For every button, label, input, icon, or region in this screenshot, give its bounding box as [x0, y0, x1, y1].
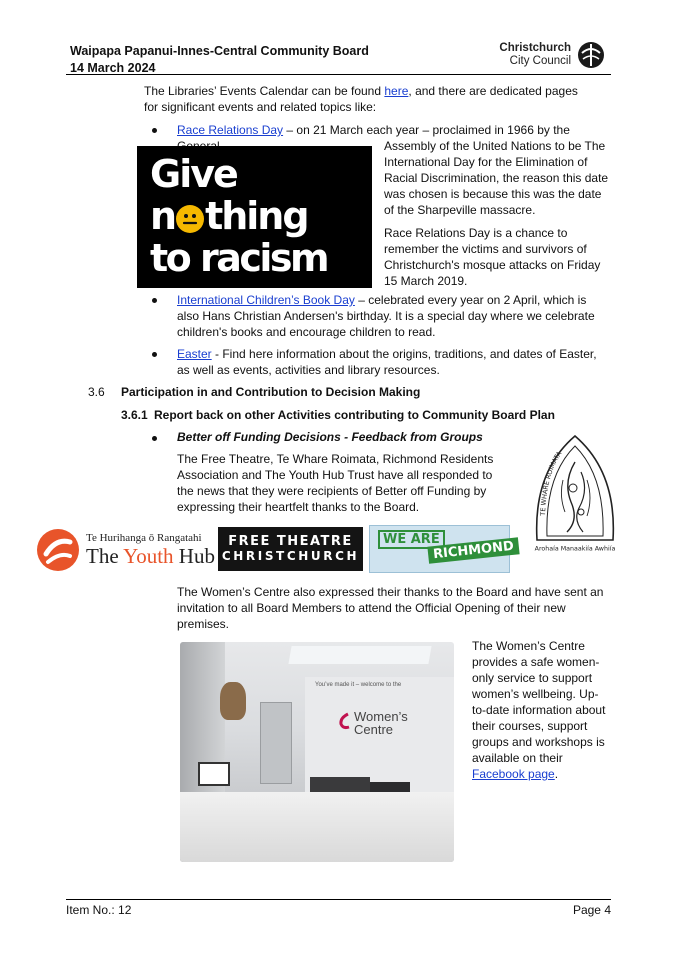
subsection-number: 3.6.1	[121, 408, 148, 422]
intro-text-start: The Libraries’ Events Calendar can be found	[144, 84, 385, 98]
section-number: 3.6	[88, 385, 105, 399]
facebook-page-link[interactable]: Facebook page	[472, 767, 555, 781]
te-whare-roimata-logo	[523, 432, 628, 558]
nothing-word: n thing	[150, 194, 308, 238]
reception-desk	[180, 792, 454, 862]
smiley-face-icon	[176, 205, 204, 233]
to-racism-words: to racism	[150, 236, 328, 280]
picture-frame	[198, 762, 230, 786]
footer-page-number: Page 4	[572, 903, 611, 917]
we-are-text: WE ARE	[378, 530, 445, 549]
bullet-marker	[152, 352, 157, 357]
logo-line-2: City Council	[509, 55, 571, 67]
race-side-paragraph-2: Race Relations Day is a chance to remember the victims and survivors of Christchurch's mosque attacks on Friday 15 March 2019.	[384, 226, 601, 288]
intro-paragraph	[144, 83, 594, 115]
footer-divider	[66, 899, 611, 900]
race-relations-text: – on 21 March each year – proclaimed in 1966 by the	[286, 123, 570, 137]
youth-hub-maori-name: Te Hurihanga ō Rangatahi	[86, 532, 202, 544]
easter-paragraph	[177, 346, 609, 378]
board-name: Waipapa Papanui-Innes-Central Community Board	[70, 44, 369, 58]
meeting-date: 14 March 2024	[70, 61, 156, 75]
give-word: Give	[150, 152, 237, 196]
wall-welcome-text: You’ve made it – welcome to the	[315, 682, 402, 688]
sentence-end: .	[554, 767, 559, 781]
footer-item-number: Item No.: 12	[66, 903, 132, 917]
document-header-title	[70, 43, 369, 77]
section-3-6-1-heading	[121, 408, 555, 422]
council-emblem-icon	[577, 41, 605, 69]
womens-centre-intro: The Women’s Centre also expressed their thanks to the Board and have sent an invitation to all Board Members to attend the Official Opening of their new premises.	[177, 585, 604, 631]
section-3-6-heading	[88, 385, 421, 399]
race-side-paragraph-1: Assembly of the United Nations to be The International Day for the Elimination of Racial Discrimination, the reason this date was chosen is because this was the date of the Sharpeville massacre.	[384, 139, 609, 217]
svg-text:Arohaía Manaakiía Awhiía: Arohaía Manaakiía Awhiía	[534, 545, 616, 553]
richmond-text: RICHMOND	[427, 537, 519, 563]
womens-centre-reception-photo	[180, 642, 454, 862]
race-first-line	[177, 122, 613, 138]
svg-text:TE WHARE ROIMATA: TE WHARE ROIMATA	[539, 449, 564, 516]
youth-hub-name: The Youth Hub	[86, 544, 215, 568]
childrens-book-day-link[interactable]: International Children’s Book Day	[177, 293, 355, 307]
race-relations-day-link[interactable]: Race Relations Day	[177, 123, 284, 137]
free-theatre-logo	[218, 527, 363, 571]
bullet-marker	[152, 298, 157, 303]
womens-centre-description	[472, 638, 612, 782]
we-are-richmond-logo	[369, 525, 515, 573]
section-title: Participation in and Contribution to Decision Making	[121, 385, 421, 399]
bullet-marker	[152, 436, 157, 441]
race-side-text	[384, 138, 614, 289]
womens-centre-mark-icon	[338, 712, 352, 730]
funding-heading: Better off Funding Decisions - Feedback from Groups	[177, 430, 483, 444]
easter-text: - Find here information about the origins, traditions, and dates of Easter, as well as events, activities and library resources.	[177, 347, 597, 377]
book-day-paragraph	[177, 292, 609, 340]
free-theatre-line-1: FREE THEATRE	[228, 534, 353, 549]
events-calendar-link[interactable]: here	[384, 84, 409, 98]
intro-text-end: , and there are dedicated pages for significant events and related topics like:	[144, 84, 578, 114]
bullet-marker	[152, 128, 157, 133]
womens-centre-text: The Women’s Centre provides a safe women-only service to support women’s wellbeing. Up-to-date information about their courses, support groups and workshops is available on their	[472, 639, 606, 765]
funding-paragraph: The Free Theatre, Te Whare Roimata, Richmond Residents Association and The Youth Hub Trust have all responded to the news that they were recipients of Better off Funding by expressing their heartfelt thanks to the Board.	[177, 452, 494, 514]
youth-hub-emblem-icon	[36, 528, 80, 572]
easter-link[interactable]: Easter	[177, 347, 212, 361]
logo-line-1: Christchurch	[499, 42, 571, 54]
book-day-text: – celebrated every year on 2 April, which is also Hans Christian Andersen's birthday. It is a special day where we celebrate children's books and encourage children to read.	[177, 293, 595, 339]
wall-carving	[220, 682, 246, 720]
youth-hub-logo	[36, 527, 215, 573]
council-logo	[497, 41, 605, 71]
free-theatre-line-2: CHRISTCHURCH	[221, 549, 360, 563]
give-nothing-to-racism-image	[137, 146, 372, 288]
wall-logo-text: Women’s Centre	[354, 709, 408, 737]
header-divider	[66, 74, 611, 75]
subsection-title: Report back on other Activities contributing to Community Board Plan	[154, 408, 555, 422]
